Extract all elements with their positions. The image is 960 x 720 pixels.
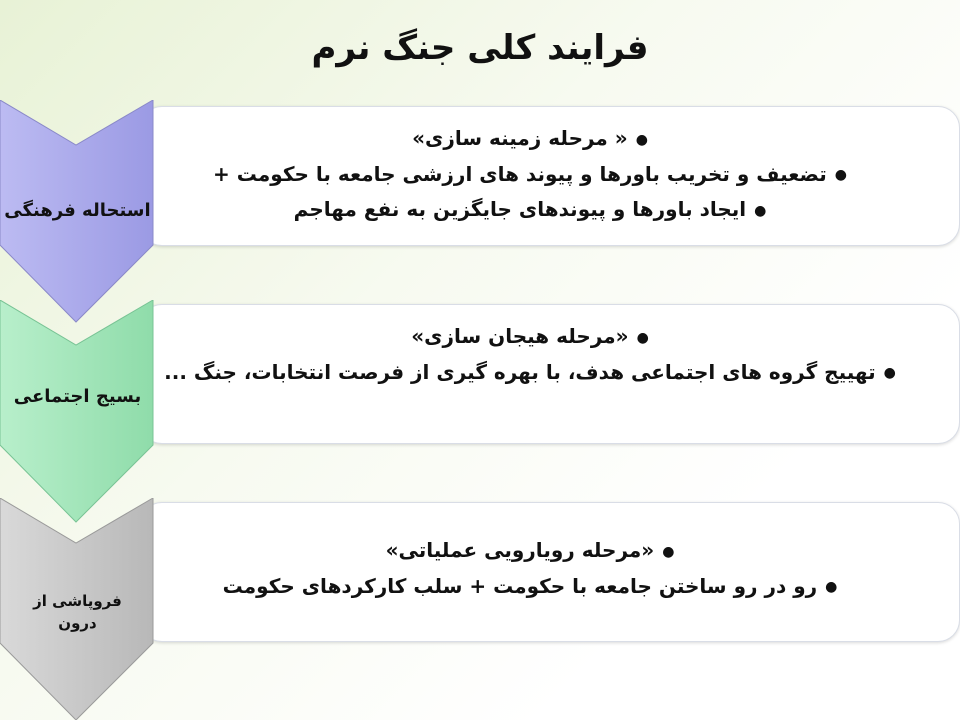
bullet-icon: ● (662, 543, 675, 560)
stage-bullet: ●تضعیف و تخریب باورها و پیوند های ارزشی جامعه با حکومت + (213, 161, 847, 186)
stage-content-box (140, 106, 960, 246)
bullet-icon: ● (635, 131, 648, 148)
bullet-icon: ● (834, 167, 847, 183)
bullet-icon: ● (825, 579, 838, 595)
stage-label: فروپاشی از درون (33, 592, 122, 632)
stage-bullet: ●«مرحله رویارویی عملیاتی» (385, 538, 675, 562)
stage-bullet: ●«مرحله هیجان سازی» (411, 324, 649, 348)
bullet-icon: ● (883, 365, 896, 381)
stage-label: استحاله فرهنگی (4, 200, 151, 221)
stage-label: بسیج اجتماعی (13, 386, 142, 407)
stage-bullet: ●تهییج گروه های اجتماعی هدف، با بهره گیری از فرصت انتخابات، جنگ ... (164, 359, 896, 384)
stage-bullet: ●ایجاد باورها و پیوندهای جایگزین به نفع مهاجم (293, 197, 767, 221)
stage-bullet: ●رو در رو ساختن جامعه با حکومت + سلب کارکردهای حکومت (222, 573, 838, 598)
stage-content-box (140, 304, 960, 444)
bullet-icon: ● (754, 202, 767, 219)
stage-bullet: ●« مرحله زمینه سازی» (412, 126, 648, 150)
stage-content-box (140, 502, 960, 642)
slide-title: فرایند کلی جنگ نرم (311, 28, 649, 68)
bullet-icon: ● (636, 329, 649, 346)
stage-chevron-social-mobilization (0, 300, 155, 525)
